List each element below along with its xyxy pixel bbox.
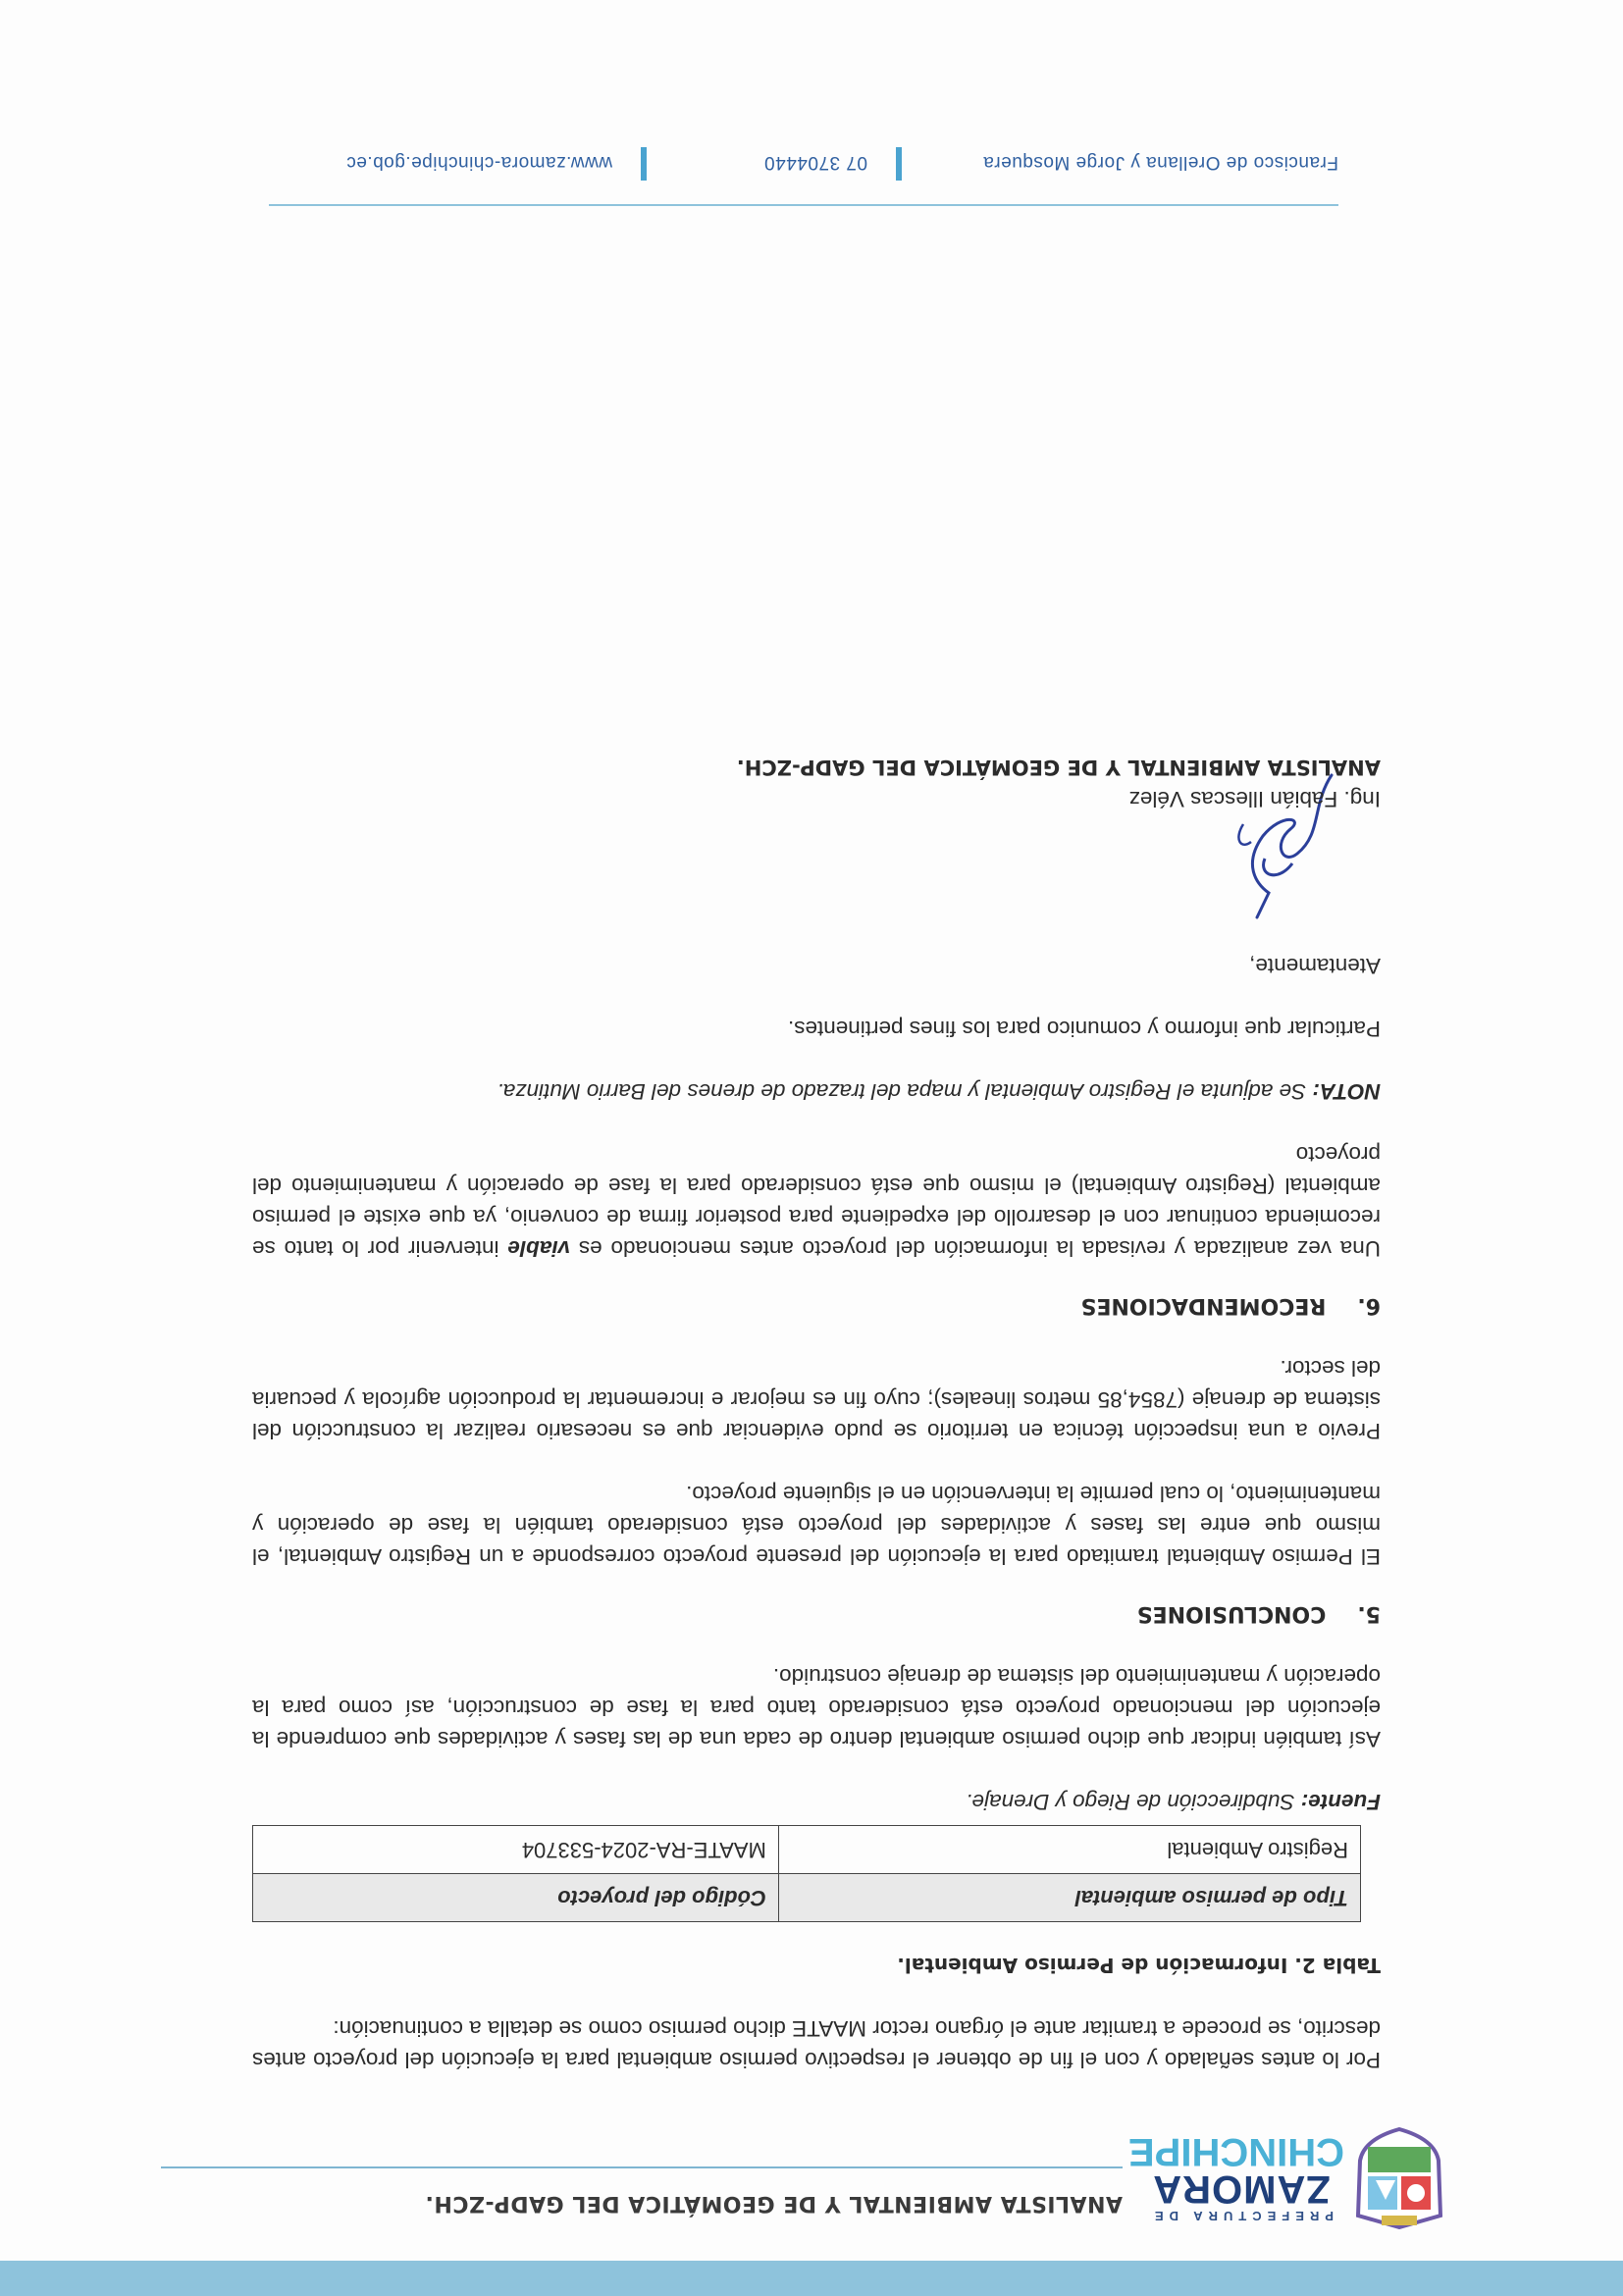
letterhead [171, 2112, 1446, 2229]
closing-paragraph: Particular que informo y comunico para los fines pertinentes. [787, 1017, 1381, 1041]
note-text: Se adjunta el Registro Ambiental y mapa del trazado de drenes del Barrio Mutinza. [497, 1079, 1307, 1104]
top-color-bar [0, 2261, 1623, 2296]
brand-zamora: ZAMORA [1152, 2167, 1331, 2211]
closing-salutation: Atentamente, [1249, 954, 1381, 978]
brand-wordmark [1127, 2130, 1344, 2223]
signer-title: ANALISTA AMBIENTAL Y DE GEOMÁTICA DEL GADP-ZCH. [736, 756, 1381, 779]
signature-block [252, 726, 1381, 981]
conclusion-paragraph-2: Previo a una inspección técnica en territorio se pudo evidenciar que es necesario realizar la construcción del sistema de drenaje (7854,85 metros lineales); cuyo fin es mejorar e incrementar la producción agrícola y pecuaria del sector. [252, 1356, 1381, 1443]
brand-prefix: PREFECTURA DE [1148, 2209, 1335, 2223]
brand-chinchipe: CHINCHIPE [1127, 2130, 1344, 2173]
footer [269, 137, 1338, 206]
signer-name: Ing. Fabián Illescas Vélez [1128, 787, 1381, 811]
footer-separator [896, 147, 902, 181]
header-title: ANALISTA AMBIENTAL Y DE GEOMÁTICA DEL GADP-ZCH. [425, 2191, 1123, 2216]
section-conclusiones-heading [252, 1597, 1381, 1629]
intro-paragraph: Por lo antes señalado y con el fin de obtener el respectivo permiso ambiental para la ejecución del proyecto antes descrito, se procede a tramitar ante el órgano rector MAATE dicho permiso como se detalla a continuación: [252, 2016, 1381, 2072]
section-number: 5. [1357, 1601, 1381, 1626]
section-number: 6. [1357, 1293, 1381, 1318]
table-caption: Tabla 2. Información de Permiso Ambiental. [897, 1954, 1381, 1977]
source-text: Subdirección de Riego y Drenaje. [966, 1790, 1295, 1814]
note-paragraph [252, 1075, 1381, 1107]
viable-emphasis: viable [507, 1236, 571, 1261]
table-header-row [253, 1874, 1361, 1922]
table-cell: Registro Ambiental [778, 1826, 1360, 1874]
table-source [252, 1786, 1381, 1817]
footer-divider [269, 204, 1338, 206]
section-title: CONCLUSIONES [1136, 1601, 1327, 1626]
footer-address: Francisco de Orellana y Jorge Mosquera [982, 152, 1338, 173]
permit-table [252, 1825, 1361, 1922]
document-body [252, 726, 1381, 2075]
section-recomendaciones-heading [252, 1289, 1381, 1321]
recommendation-text-rest: intervenir por lo tanto se recomienda continuar con el desarrollo del expediente para posterior firma de convenio, ya que existe el permiso ambiental (Registro Ambiental) el mismo que está considerado para la fase de operación y mantenimiento del proyecto [252, 1142, 1381, 1261]
note-label: NOTA: [1312, 1079, 1381, 1104]
header-divider [161, 2166, 1123, 2168]
table-row [253, 1826, 1361, 1874]
permit-phases-paragraph: Así también indicar que dicho permiso ambiental dentro de cada una de las fases y actividades que comprende la ejecución del mencionado proyecto está considerado tanto para la fase de construcción, así como para la operación y mantenimiento del sistema de drenaje construido. [252, 1664, 1381, 1751]
table-header-cell: Código del proyecto [253, 1874, 779, 1922]
footer-phone: 07 3704440 [763, 152, 867, 173]
recommendation-text-start: Una vez analizada y revisada la información del proyecto antes mencionado es [578, 1236, 1381, 1261]
footer-separator [641, 147, 647, 181]
conclusion-paragraph-1: El Permiso Ambiental tramitado para la ejecución del presente proyecto corresponde a un Registro Ambiental, el mismo que entre las fases y actividades del proyecto está considerado también la fase de operación y mantenimiento, lo cual permite la intervención en el siguiente proyecto. [252, 1482, 1381, 1569]
source-label: Fuente: [1300, 1790, 1381, 1814]
section-title: RECOMENDACIONES [1080, 1293, 1327, 1318]
prefecture-crest-logo [1352, 2127, 1446, 2229]
recommendation-paragraph [252, 1138, 1381, 1264]
footer-website: www.zamora-chinchipe.gob.ec [345, 152, 612, 173]
table-cell: MAATE-RA-2024-533704 [253, 1826, 779, 1874]
table-header-cell: Tipo de permiso ambiental [778, 1874, 1360, 1922]
